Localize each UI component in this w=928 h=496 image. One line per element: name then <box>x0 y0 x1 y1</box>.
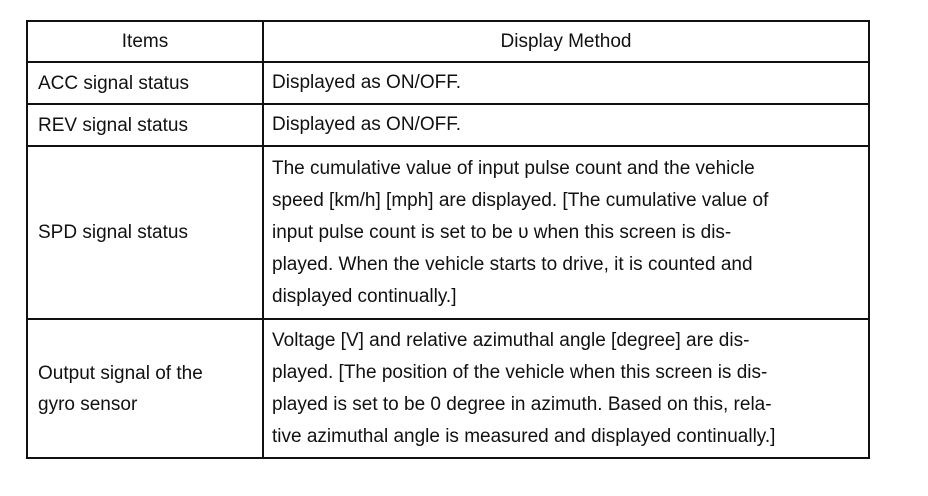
table-row <box>27 104 869 146</box>
table-row <box>27 319 869 458</box>
method-cell <box>263 62 869 104</box>
item-text: SPD signal status <box>38 222 188 243</box>
item-text: ACC signal status <box>38 72 190 94</box>
method-text-line: played. When the vehicle starts to drive, it is counted and <box>272 253 753 275</box>
method-text-line: played. [The position of the vehicle when this screen is dis- <box>272 361 768 383</box>
items-column-header: Items <box>27 21 263 62</box>
item-text-line: Output signal of the <box>38 362 203 384</box>
method-text: Displayed as ON/OFF. <box>272 72 461 93</box>
table-row <box>27 146 869 319</box>
method-text-line: speed [km/h] [mph] are displayed. [The cumulative value of <box>272 189 769 211</box>
method-text-line: input pulse count is set to be υ when this screen is dis- <box>272 221 732 243</box>
table-row <box>27 62 869 104</box>
method-text-line: Voltage [V] and relative azimuthal angle [degree] are dis- <box>272 329 750 351</box>
display-method-table <box>26 20 870 459</box>
method-text-line: displayed continually.] <box>272 285 457 307</box>
method-text-line: played is set to be 0 degree in azimuth. Based on this, rela- <box>272 393 772 415</box>
item-text: REV signal status <box>38 114 188 136</box>
table-header-row <box>27 21 869 62</box>
item-cell <box>27 104 263 146</box>
method-cell <box>263 319 869 458</box>
display-method-column-header: Display Method <box>263 21 869 62</box>
item-cell <box>27 146 263 319</box>
method-text: Displayed as ON/OFF. <box>272 114 461 135</box>
item-text-line: gyro sensor <box>38 393 138 415</box>
method-cell <box>263 104 869 146</box>
item-cell <box>27 62 263 104</box>
item-cell <box>27 319 263 458</box>
method-text-line: The cumulative value of input pulse count and the vehicle <box>272 157 755 179</box>
method-text-line: tive azimuthal angle is measured and displayed continually.] <box>272 425 776 447</box>
method-cell <box>263 146 869 319</box>
